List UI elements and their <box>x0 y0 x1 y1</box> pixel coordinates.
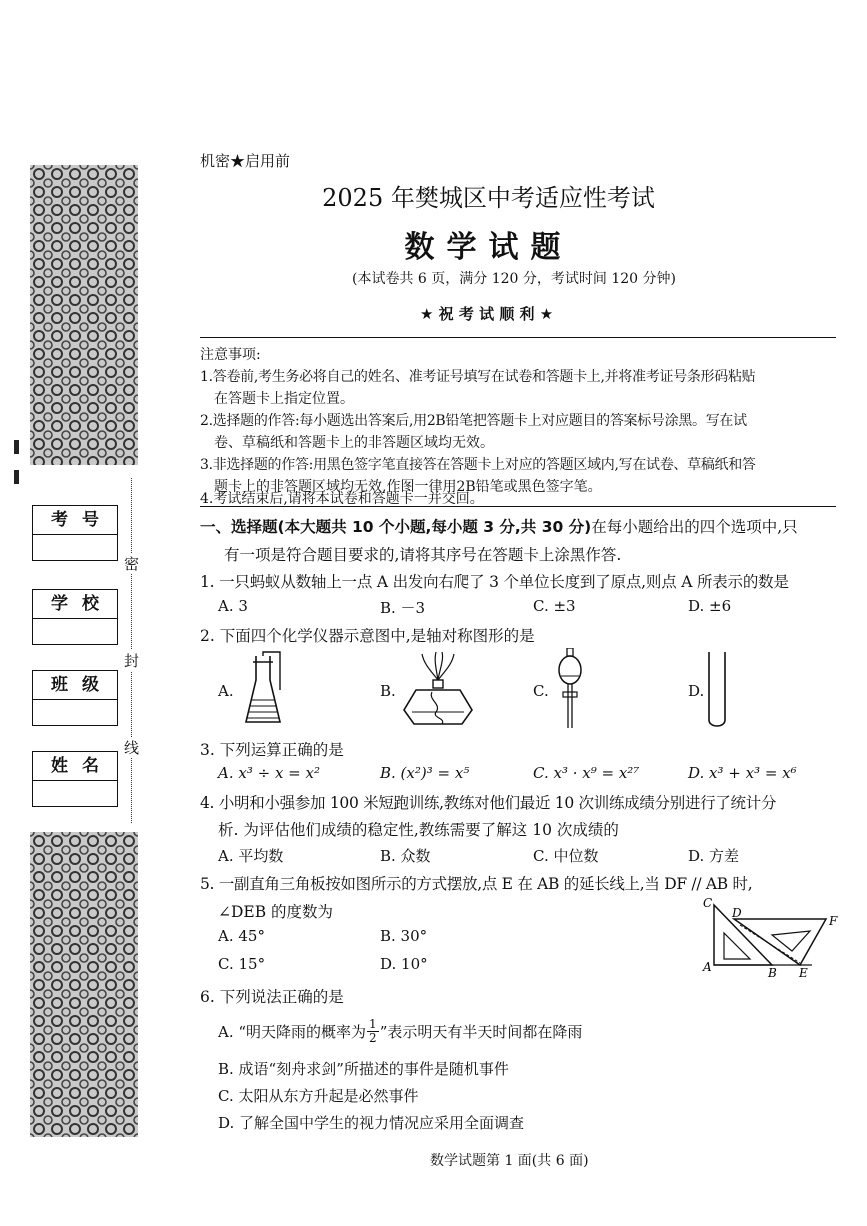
subject-title: 数学试题 <box>404 230 573 265</box>
section-heading <box>200 515 798 537</box>
fig-label-a: A <box>703 960 712 974</box>
field-label: 考号 <box>33 506 117 535</box>
field-label: 学校 <box>33 590 117 619</box>
test-tube-figure <box>706 650 728 730</box>
q6-option-a-text-end: ”表示明天有半天时间都在降雨 <box>379 1023 583 1041</box>
page-footer: 数学试题第 1 面(共 6 面) <box>430 1153 589 1169</box>
q5-option-b[interactable]: B. 30° <box>380 927 428 945</box>
q2-option-b[interactable]: B. <box>380 682 396 700</box>
question-4-stem-line2: 析. 为评估他们成绩的稳定性,教练需要了解这 10 次成绩的 <box>218 821 619 839</box>
q4-option-c[interactable]: C. 中位数 <box>533 847 599 865</box>
flask-figure <box>240 650 290 730</box>
class-box <box>32 670 118 726</box>
exam-title: 2025 年樊城区中考适应性考试 <box>322 184 655 212</box>
q6-option-d[interactable]: D. 了解全国中学生的视力情况应采用全面调查 <box>218 1114 525 1132</box>
fig-label-c: C <box>703 896 713 910</box>
section-heading-rest: 在每小题给出的四个选项中,只 <box>591 518 798 536</box>
q6-option-b[interactable]: B. 成语“刻舟求剑”所描述的事件是随机事件 <box>218 1060 509 1078</box>
question-2-stem: 2. 下面四个化学仪器示意图中,是轴对称图形的是 <box>200 627 535 645</box>
exam-number-field[interactable] <box>33 535 117 560</box>
name-field[interactable] <box>33 781 117 806</box>
q2-option-a[interactable]: A. <box>218 682 234 700</box>
note-line: 卷、草稿纸和答题卡上的非答题区域均无效。 <box>214 435 494 451</box>
q3-option-c[interactable]: C. x³ · x⁹ = x²⁷ <box>533 764 640 782</box>
class-field[interactable] <box>33 700 117 725</box>
q6-option-a[interactable] <box>218 1018 582 1045</box>
q3-option-d[interactable]: D. x³ + x³ = x⁶ <box>688 764 797 782</box>
q1-option-b[interactable]: B. －3 <box>380 599 426 617</box>
note-line: 4.考试结束后,请将本试卷和答题卡一并交回。 <box>200 491 484 507</box>
name-box <box>32 751 118 807</box>
notes-title: 注意事项: <box>200 347 261 363</box>
q5-option-a[interactable]: A. 45° <box>218 927 265 945</box>
note-line: 题卡上的非答题区域均无效,作图一律用2B铅笔或黑色签字笔。 <box>214 479 602 495</box>
wish-line: ★ 祝 考 试 顺 利 ★ <box>420 305 554 323</box>
q3-option-b[interactable]: B. (x²)³ = x⁵ <box>380 764 470 782</box>
registration-mark <box>14 470 19 484</box>
question-6-stem: 6. 下列说法正确的是 <box>200 988 344 1006</box>
divider <box>200 506 836 507</box>
q5-option-d[interactable]: D. 10° <box>380 955 428 973</box>
q2-option-c[interactable]: C. <box>533 682 549 700</box>
school-box <box>32 589 118 645</box>
lamp-figure <box>402 650 474 730</box>
fig-label-f: F <box>829 914 838 928</box>
q4-option-a[interactable]: A. 平均数 <box>218 847 284 865</box>
fig-label-d: D <box>732 906 742 920</box>
seal-char: 线 <box>124 739 140 757</box>
note-line: 3.非选择题的作答:用黑色签字笔直接答在答题卡上对应的答题区域内,写在试卷、草稿纸和答 <box>200 457 756 473</box>
question-5-stem: 5. 一副直角三角板按如图所示的方式摆放,点 E 在 AB 的延长线上,当 DF // AB 时, <box>200 875 753 893</box>
section-heading-line2: 有一项是符合题目要求的,请将其序号在答题卡上涂黑作答. <box>224 546 622 564</box>
school-field[interactable] <box>33 619 117 644</box>
note-line: 2.选择题的作答:每小题选出答案后,用2B铅笔把答题卡上对应题目的答案标号涂黑。写在试 <box>200 413 747 429</box>
exam-number-box <box>32 505 118 561</box>
q5-option-c[interactable]: C. 15° <box>218 955 266 973</box>
triangle-set-figure <box>700 895 850 980</box>
q4-option-b[interactable]: B. 众数 <box>380 847 431 865</box>
decorative-pattern-bottom <box>30 832 138 1137</box>
q1-option-d[interactable]: D. ±6 <box>688 597 732 615</box>
funnel-figure <box>555 648 585 730</box>
fig-label-e: E <box>799 966 808 980</box>
exam-info: (本试卷共 6 页，满分 120 分，考试时间 120 分钟) <box>352 271 676 287</box>
section-heading-bold: 一、选择题(本大题共 10 个小题,每小题 3 分,共 30 分) <box>200 518 592 536</box>
note-line: 1.答卷前,考生务必将自己的姓名、准考证号填写在试卷和答题卡上,并将准考证号条形码粘贴 <box>200 369 756 385</box>
question-1-stem: 1. 一只蚂蚁从数轴上一点 A 出发向右爬了 3 个单位长度到了原点,则点 A 所表示的数是 <box>200 573 789 591</box>
fraction-denominator: 2 <box>369 1031 377 1045</box>
divider <box>200 337 836 338</box>
q3-option-a[interactable]: A. x³ ÷ x = x² <box>218 764 320 782</box>
q4-option-d[interactable]: D. 方差 <box>688 847 740 865</box>
q6-option-a-text: A. “明天降雨的概率为 <box>218 1023 367 1041</box>
q6-option-c[interactable]: C. 太阳从东方升起是必然事件 <box>218 1087 419 1105</box>
seal-char: 密 <box>124 555 140 573</box>
fraction <box>367 1018 379 1045</box>
seal-char: 封 <box>124 652 140 670</box>
registration-mark <box>14 440 19 454</box>
fraction-numerator: 1 <box>369 1017 377 1031</box>
fig-label-b: B <box>768 966 777 980</box>
secrecy-label: 机密★启用前 <box>200 152 291 170</box>
question-4-stem: 4. 小明和小强参加 100 米短跑训练,教练对他们最近 10 次训练成绩分别进行了统计分 <box>200 794 777 812</box>
q1-option-c[interactable]: C. ±3 <box>533 597 576 615</box>
question-5-stem-line2: ∠DEB 的度数为 <box>218 903 334 921</box>
field-label: 姓名 <box>33 752 117 781</box>
q2-option-d[interactable]: D. <box>688 682 705 700</box>
q1-option-a[interactable]: A. 3 <box>218 597 248 615</box>
field-label: 班级 <box>33 671 117 700</box>
note-line: 在答题卡上指定位置。 <box>214 391 354 407</box>
question-3-stem: 3. 下列运算正确的是 <box>200 741 344 759</box>
